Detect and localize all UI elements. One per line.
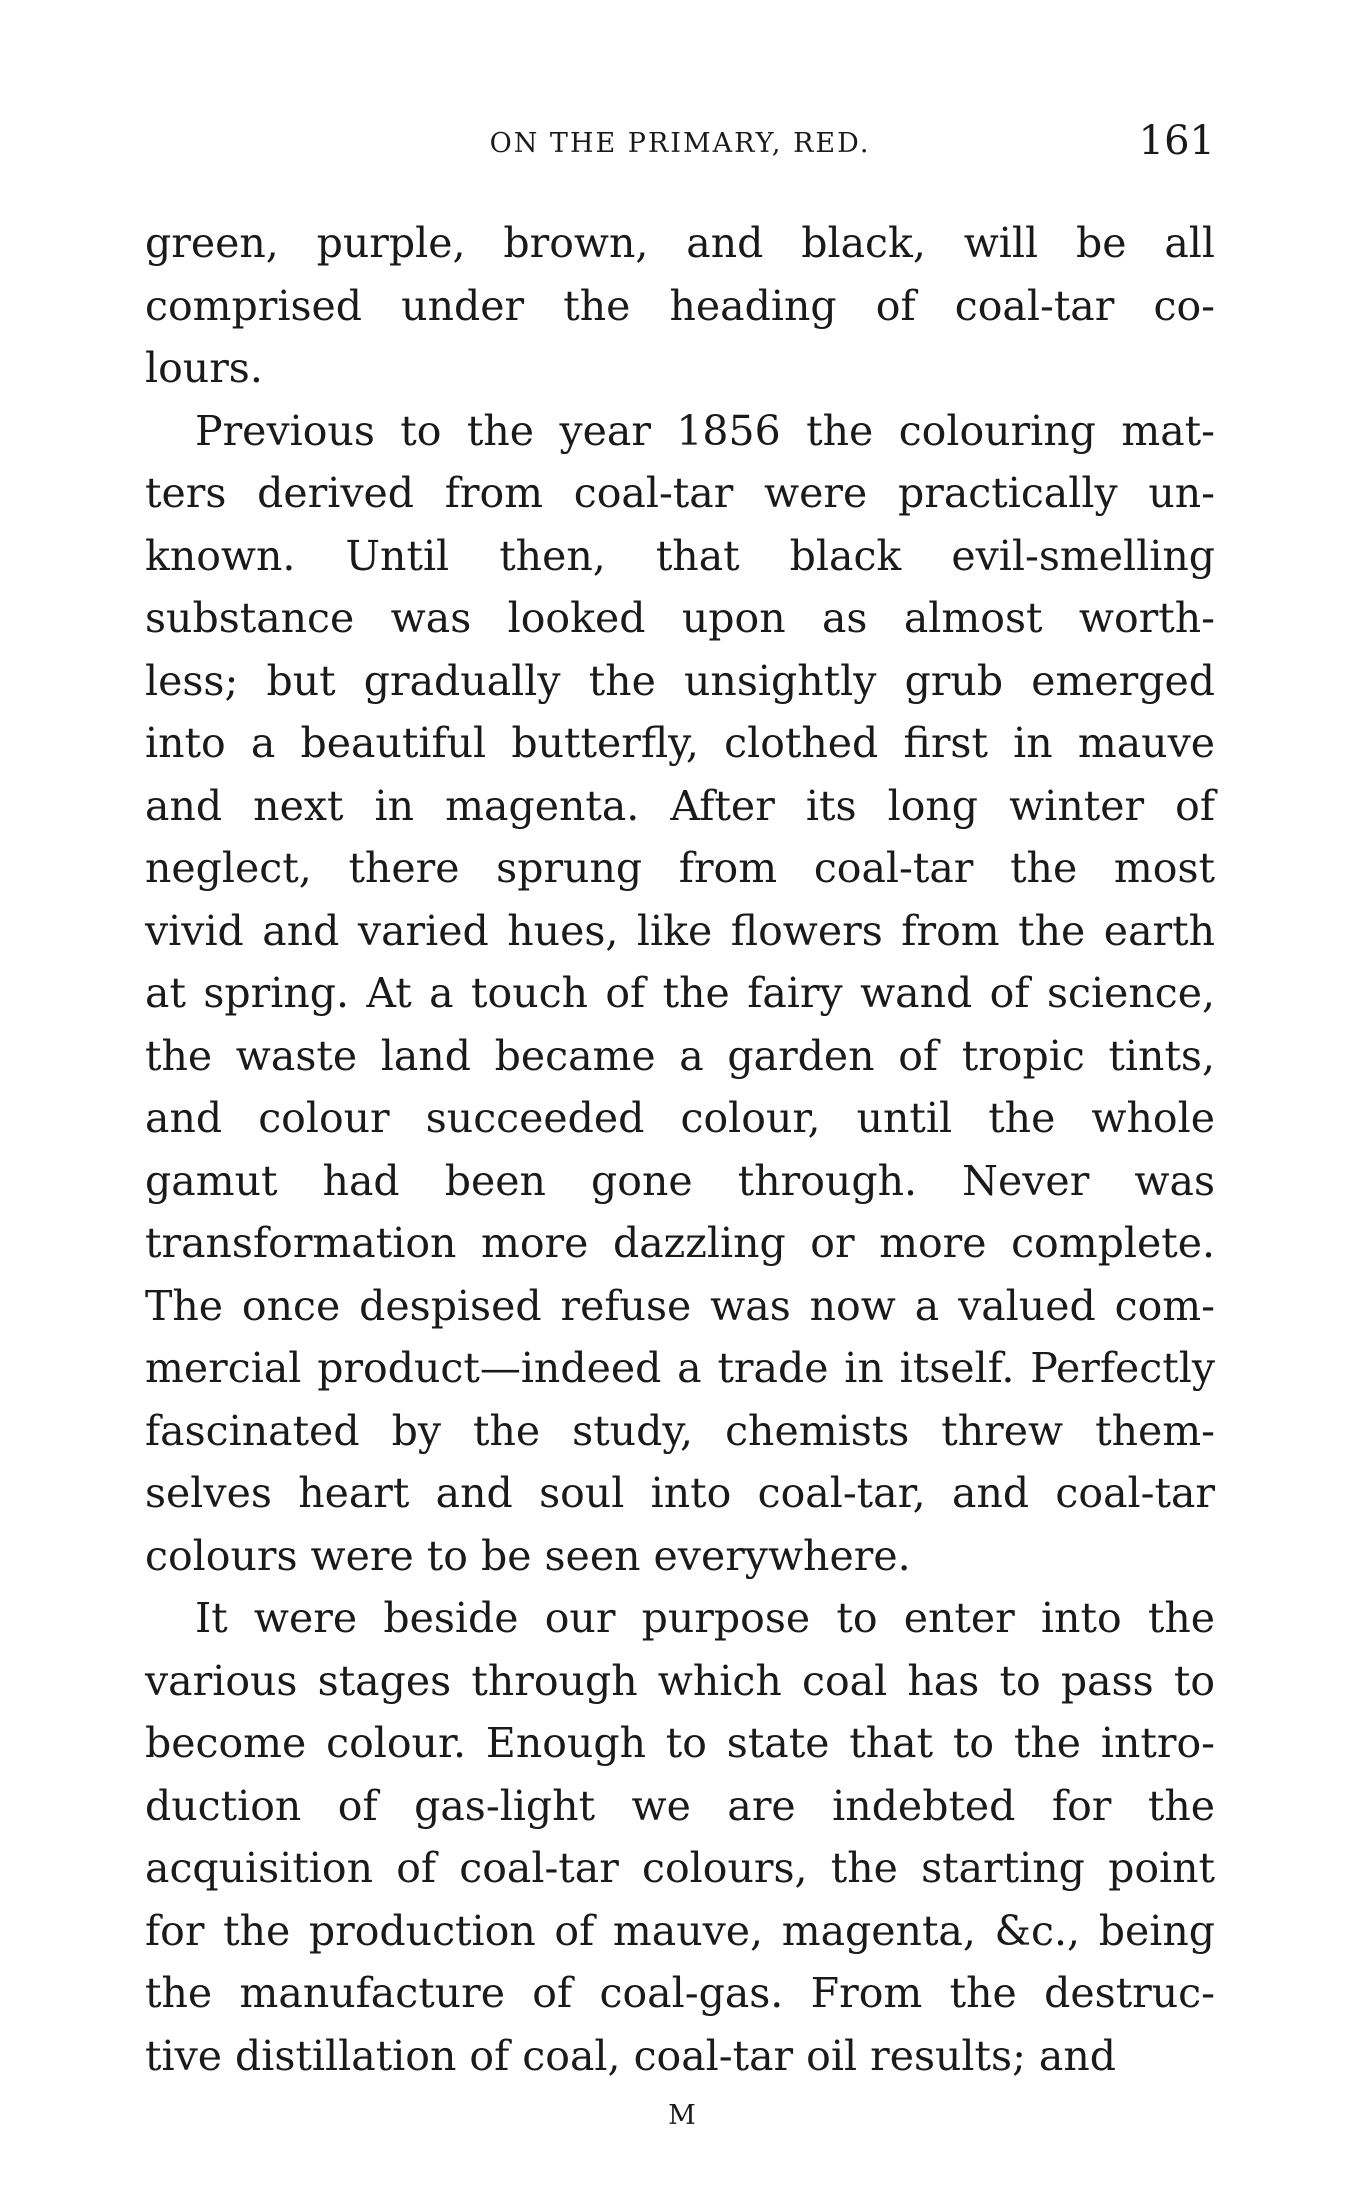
running-title: ON THE PRIMARY, RED. xyxy=(489,128,871,159)
text-line: the waste land became a garden of tropic tints, xyxy=(145,1031,1215,1080)
text-line: green, purple, brown, and black, will be all xyxy=(145,219,1215,267)
text-line: less; but gradually the unsightly grub emerged xyxy=(145,656,1215,705)
page-header xyxy=(145,118,1215,168)
paragraph xyxy=(145,212,1215,400)
paragraph xyxy=(145,400,1215,1588)
text-line: neglect, there sprung from coal-tar the most xyxy=(145,844,1215,892)
text-line: become colour. Enough to state that to the intro- xyxy=(145,1719,1215,1767)
text-line: various stages through which coal has to pass to xyxy=(145,1656,1215,1705)
text-line: selves heart and soul into coal-tar, and coal-tar xyxy=(145,1469,1215,1517)
text-line: and next in magenta. After its long winter of xyxy=(145,781,1215,830)
text-line: known. Until then, that black evil-smelling xyxy=(145,531,1215,580)
text-line: It were beside our purpose to enter into the xyxy=(195,1594,1215,1642)
text-line: ters derived from coal-tar were practically un- xyxy=(145,469,1215,517)
text-line: and colour succeeded colour, until the whole xyxy=(145,1094,1215,1142)
text-line: Previous to the year 1856 the colouring mat- xyxy=(195,406,1215,455)
text-line: at spring. At a touch of the fairy wand of science, xyxy=(145,969,1215,1017)
text-line: The once despised refuse was now a valued com- xyxy=(145,1281,1215,1330)
text-line: colours were to be seen everywhere. xyxy=(145,1531,911,1580)
text-line: the manufacture of coal-gas. From the destruc- xyxy=(145,1969,1215,2017)
body-text xyxy=(145,212,1215,2087)
text-line: duction of gas-light we are indebted for the xyxy=(145,1781,1215,1830)
page-number: 161 xyxy=(1138,118,1215,164)
text-line: mercial product—indeed a trade in itself. Perfectly xyxy=(145,1344,1215,1392)
text-line: acquisition of coal-tar colours, the starting point xyxy=(145,1844,1215,1892)
paragraph xyxy=(145,1587,1215,2087)
text-line: comprised under the heading of coal-tar co- xyxy=(145,281,1215,330)
text-line: substance was looked upon as almost worth- xyxy=(145,594,1215,642)
text-line: into a beautiful butterfly, clothed first in mauve xyxy=(145,719,1215,767)
text-line: fascinated by the study, chemists threw them- xyxy=(145,1406,1215,1455)
text-line: lours. xyxy=(145,344,263,392)
text-line: transformation more dazzling or more complete. xyxy=(145,1219,1215,1267)
text-line: tive distillation of coal, coal-tar oil results; and xyxy=(145,2031,1117,2080)
text-line: for the production of mauve, magenta, &c., being xyxy=(145,1906,1215,1955)
text-line: gamut had been gone through. Never was xyxy=(145,1156,1215,1205)
text-line: vivid and varied hues, like flowers from the earth xyxy=(145,906,1215,955)
signature-mark: M xyxy=(668,2100,696,2131)
